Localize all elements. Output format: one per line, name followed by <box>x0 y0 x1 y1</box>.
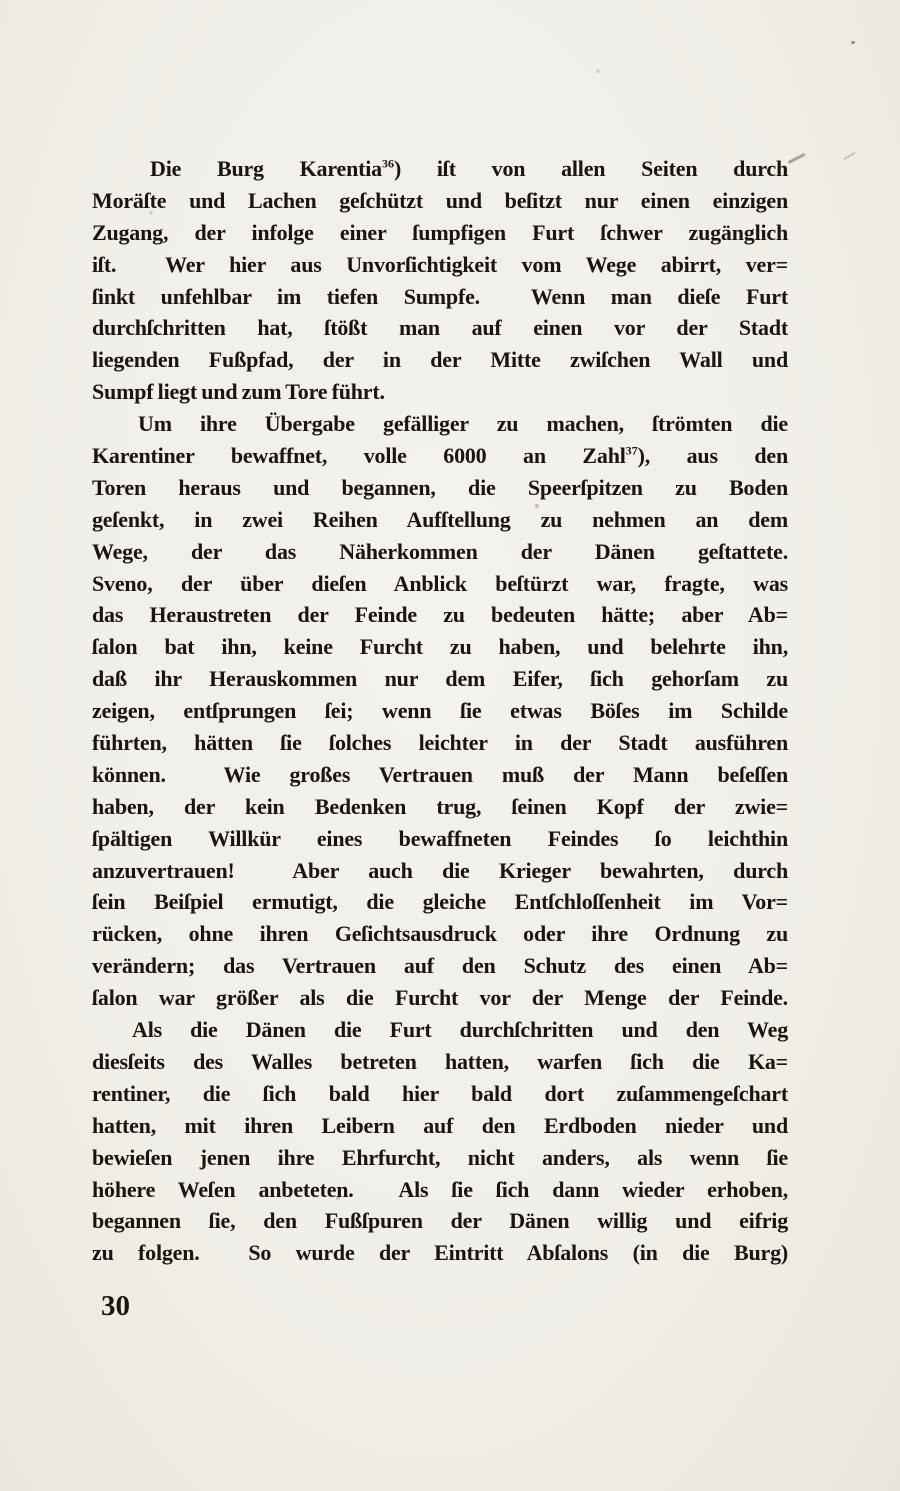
line-text: ) iſt von allen Seiten durch <box>393 156 788 181</box>
text-line: ſalon bat ihn, keine Furcht zu haben, und belehrte ihn, <box>92 634 788 660</box>
text-line: können. Wie großes Vertrauen muß der Mann beſeſſen <box>92 761 788 787</box>
text-line: führten, hätten ſie ſolches leichter in der Stadt ausführen <box>92 730 788 756</box>
text-line: durchſchritten hat, ſtößt man auf einen vor der Stadt <box>92 315 788 341</box>
text-line: verändern; das Vertrauen auf den Schutz des einen Ab= <box>92 953 788 979</box>
text-block <box>92 153 788 1269</box>
text-line: zeigen, entſprungen ſei; wenn ſie etwas Böſes im Schilde <box>92 698 788 724</box>
text-line: haben, der kein Bedenken trug, ſeinen Kopf der zwie= <box>92 793 788 819</box>
line-text: Die Burg Karentia <box>150 156 382 181</box>
pencil-stroke-mark-faint <box>843 152 855 160</box>
paragraph-1 <box>92 153 788 408</box>
footnote-ref-36: 36 <box>381 156 394 171</box>
text-line: diesſeits des Walles betreten hatten, warfen ſich die Ka= <box>92 1048 788 1074</box>
text-line: rücken, ohne ihren Geſichtsausdruck oder ihre Ordnung zu <box>92 921 788 947</box>
text-line: geſenkt, in zwei Reihen Aufſtellung zu nehmen an dem <box>92 506 788 532</box>
text-line: Wege, der das Näherkommen der Dänen geſtattete. <box>92 538 788 564</box>
text-line: Moräſte und Lachen geſchützt und beſitzt nur einen einzigen <box>92 187 788 213</box>
text-line: Sveno, der über dieſen Anblick beſtürzt war, fragte, was <box>92 570 788 596</box>
text-line: Als die Dänen die Furt durchſchritten und den Weg <box>132 1017 788 1043</box>
text-line: daß ihr Herauskommen nur dem Eifer, ſich gehorſam zu <box>92 666 788 692</box>
text-line: Zugang, der infolge einer ſumpfigen Furt ſchwer zugänglich <box>92 219 788 245</box>
footnote-ref-37: 37 <box>625 443 638 458</box>
pencil-stroke-mark <box>787 153 805 164</box>
text-line: rentiner, die ſich bald hier bald dort zuſammengeſchart <box>92 1080 788 1106</box>
paper-specks <box>0 0 2 2</box>
text-line: ſinkt unfehlbar im tiefen Sumpfe. Wenn man dieſe Furt <box>92 283 788 309</box>
text-line: hatten, mit ihren Leibern auf den Erdboden nieder und <box>92 1112 788 1138</box>
text-line: anzuvertrauen! Aber auch die Krieger bewahrten, durch <box>92 857 788 883</box>
pencil-dot-mark <box>851 41 855 44</box>
text-line: begannen ſie, den Fußſpuren der Dänen willig und eifrig <box>92 1208 788 1234</box>
text-line: ſpältigen Willkür eines bewaffneten Feindes ſo leichthin <box>92 825 788 851</box>
text-line: ſein Beiſpiel ermutigt, die gleiche Entſchloſſenheit im Vor= <box>92 889 788 915</box>
line-text: ), aus den <box>637 443 788 469</box>
text-line: zu folgen. So wurde der Eintritt Abſalons (in die Burg) <box>92 1240 788 1266</box>
page-number: 30 <box>101 1290 130 1322</box>
text-line: das Heraustreten der Feinde zu bedeuten hätte; aber Ab= <box>92 602 788 628</box>
text-line <box>92 440 788 472</box>
text-line: ſalon war größer als die Furcht vor der Menge der Feinde. <box>92 985 788 1011</box>
text-line: liegenden Fußpfad, der in der Mitte zwiſchen Wall und <box>92 347 788 373</box>
paragraph-2 <box>92 408 788 1014</box>
text-line: Um ihre Übergabe gefälliger zu machen, ſtrömten die <box>138 411 788 437</box>
text-line <box>92 153 788 185</box>
line-text: Karentiner bewaffnet, volle 6000 an Zahl <box>92 443 626 469</box>
text-line: bewieſen jenen ihre Ehrfurcht, nicht anders, als wenn ſie <box>92 1144 788 1170</box>
text-line: iſt. Wer hier aus Unvorſichtigkeit vom Wege abirrt, ver= <box>92 251 788 277</box>
text-line: Toren heraus und begannen, die Speerſpitzen zu Boden <box>92 474 788 500</box>
text-line: Sumpf liegt und zum Tore führt. <box>92 379 385 405</box>
paragraph-3 <box>92 1014 788 1269</box>
text-line: höhere Weſen anbeteten. Als ſie ſich dann wieder erhoben, <box>92 1176 788 1202</box>
